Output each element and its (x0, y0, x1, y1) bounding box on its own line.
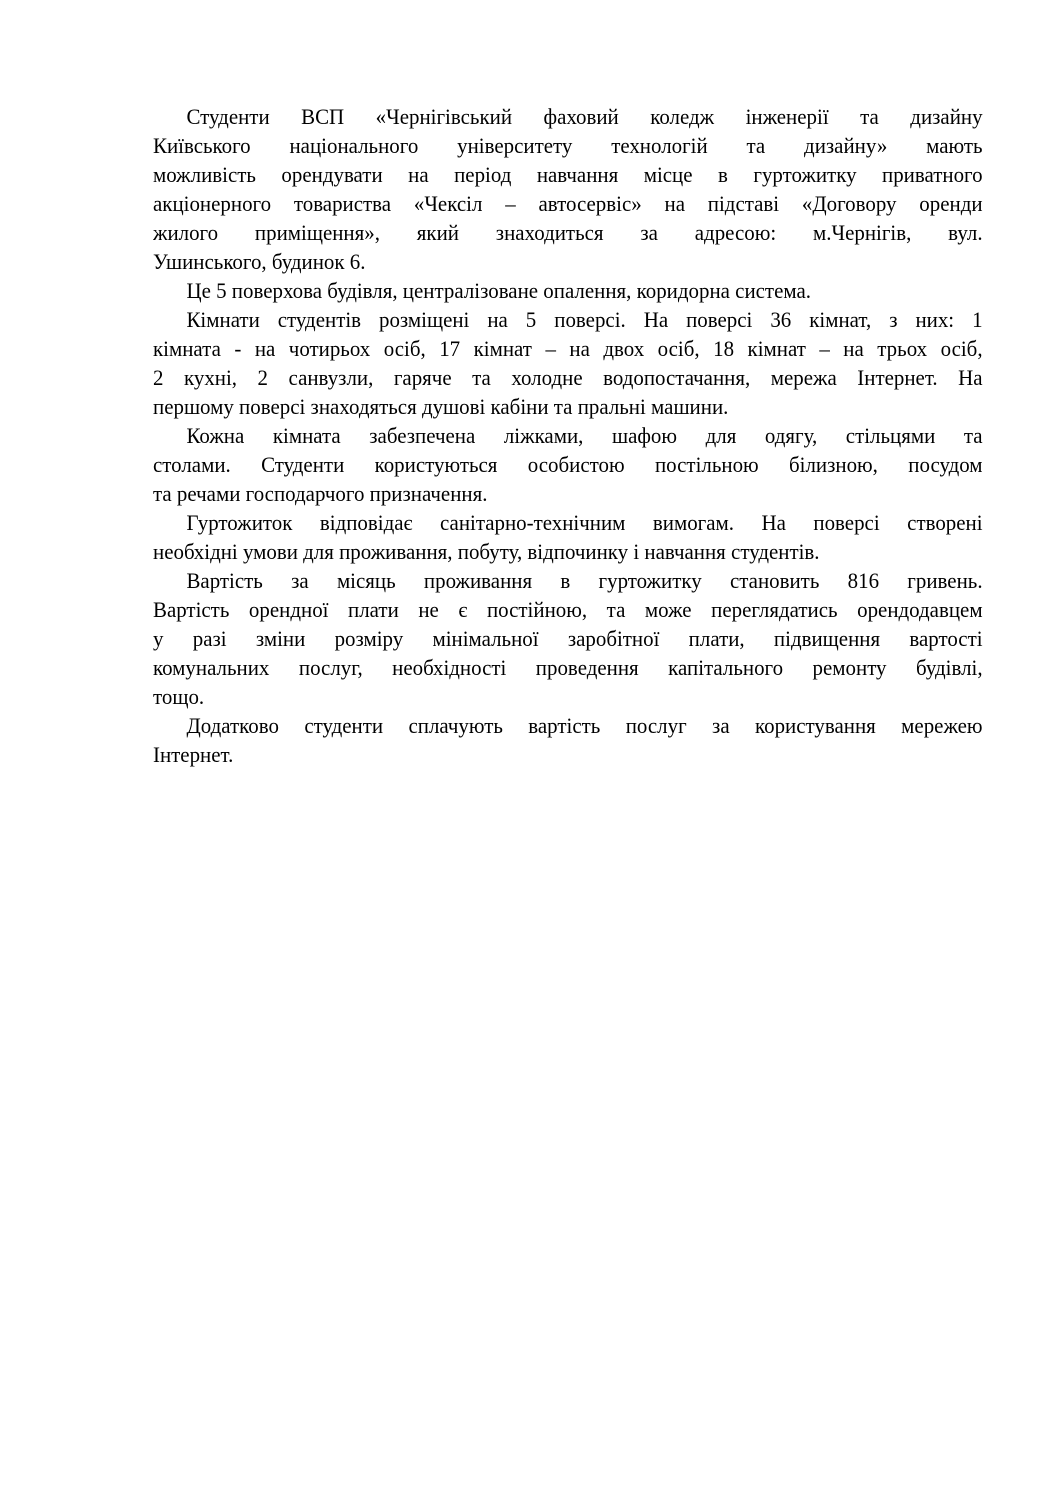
text-line: Гуртожиток відповідає санітарно-технічним вимогам. На поверсі створені (186, 510, 983, 535)
text-line: комунальних послуг, необхідності проведення капітального ремонту будівлі, (153, 655, 983, 680)
text-line: тощо. (153, 684, 205, 709)
paragraph-sanitary (153, 508, 983, 566)
text-line: Ушинського, будинок 6. (153, 249, 366, 274)
text-line: Інтернет. (153, 742, 234, 767)
text-line: можливість орендувати на період навчання місце в гуртожитку приватного (153, 162, 983, 187)
text-line: першому поверсі знаходяться душові кабіни та пральні машини. (153, 394, 729, 419)
text-line: у разі зміни розміру мінімальної заробітної плати, підвищення вартості (153, 626, 983, 651)
text-line: Кімнати студентів розміщені на 5 поверсі. На поверсі 36 кімнат, з них: 1 (186, 307, 983, 332)
text-line: кімната - на чотирьох осіб, 17 кімнат – на двох осіб, 18 кімнат – на трьох осіб, (153, 336, 983, 361)
text-line: Вартість орендної плати не є постійною, та може переглядатись орендодавцем (153, 597, 983, 622)
text-line: та речами господарчого призначення. (153, 481, 488, 506)
text-line: жилого приміщення», який знаходиться за адресою: м.Чернігів, вул. (153, 220, 983, 245)
text-line: Це 5 поверхова будівля, централізоване опалення, коридорна система. (186, 278, 811, 303)
paragraph-internet (153, 711, 983, 769)
text-line: Додатково студенти сплачують вартість послуг за користування мережею (186, 713, 983, 738)
text-line: Кожна кімната забезпечена ліжками, шафою для одягу, стільцями та (186, 423, 983, 448)
paragraph-furnishing (153, 421, 983, 508)
text-line: 2 кухні, 2 санвузли, гаряче та холодне водопостачання, мережа Інтернет. На (153, 365, 983, 390)
text-line: Студенти ВСП «Чернігівський фаховий коледж інженерії та дизайну (186, 104, 983, 129)
paragraph-cost (153, 566, 983, 711)
text-line: акціонерного товариства «Чексіл – автосервіс» на підставі «Договору оренди (153, 191, 983, 216)
text-line: столами. Студенти користуються особистою постільною білизною, посудом (153, 452, 983, 477)
paragraph-building (153, 276, 983, 305)
text-line: необхідні умови для проживання, побуту, відпочинку і навчання студентів. (153, 539, 820, 564)
text-line: Київського національного університету технологій та дизайну» мають (153, 133, 983, 158)
document-page (153, 102, 983, 769)
text-line: Вартість за місяць проживання в гуртожитку становить 816 гривень. (186, 568, 983, 593)
paragraph-intro (153, 102, 983, 276)
paragraph-rooms (153, 305, 983, 421)
